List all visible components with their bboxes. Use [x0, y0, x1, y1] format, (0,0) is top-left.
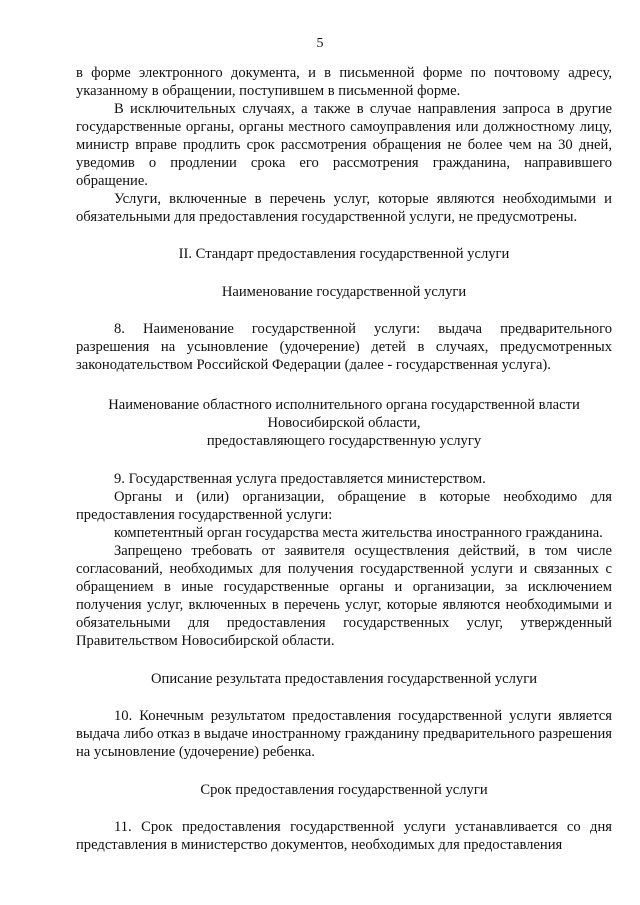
- paragraph-9-prohibition: Запрещено требовать от заявителя осуществления действий, в том числе согласований, необходимых для получения государственной услуги и связанных с обращением в иные государственные органы и организации, за исключением получения услуг, включенных в перечень услуг, которые являются необходимыми и обязательными для предоставления государственных услуг, утвержденный Правительством Новосибирской области.: [76, 543, 612, 649]
- paragraph-9-competent-organ: компетентный орган государства места жительства иностранного гражданина.: [114, 525, 603, 541]
- subheading-service-name: Наименование государственной услуги: [221, 284, 467, 300]
- subheading-organ-line-2: Новосибирской области,: [267, 415, 421, 431]
- subheading-organ: [76, 396, 612, 450]
- paragraph-8: 8. Наименование государственной услуги: выдача предварительного разрешения на усыновление (удочерение) детей в случаях, предусмотренных законодательством Российской Федерации (далее - государственная услуга).: [76, 321, 612, 373]
- paragraph-continuation: в форме электронного документа, и в письменной форме по почтовому адресу, указанному в обращении, поступившем в письменной форме.: [76, 65, 612, 99]
- paragraph-9-organs: Органы и (или) организации, обращение в которые необходимо для предоставления государственной услуги:: [76, 489, 612, 523]
- subheading-organ-line-3: предоставляющего государственную услугу: [206, 433, 482, 449]
- section-heading: II. Стандарт предоставления государственной услуги: [178, 246, 510, 262]
- document-body: [76, 64, 612, 854]
- page-number: 5: [316, 36, 324, 51]
- subheading-term: Срок предоставления государственной услуги: [200, 782, 488, 798]
- paragraph-extension-term: В исключительных случаях, а также в случае направления запроса в другие государственные органы, органы местного самоуправления или должностному лицу, министр вправе продлить срок рассмотрения обращения не более чем на 30 дней, уведомив о продлении срока его рассмотрения гражданина, направившего обращение.: [76, 101, 612, 189]
- paragraph-required-services: Услуги, включенные в перечень услуг, которые являются необходимыми и обязательными для предоставления государственной услуги, не предусмотрены.: [76, 191, 612, 225]
- paragraph-11: 11. Срок предоставления государственной услуги устанавливается со дня представления в министерство документов, необходимых для предоставления: [76, 819, 612, 853]
- paragraph-10: 10. Конечным результатом предоставления государственной услуги является выдача либо отказ в выдаче иностранному гражданину предварительного разрешения на усыновление (удочерение) ребенка.: [76, 708, 612, 760]
- subheading-organ-line-1: Наименование областного исполнительного органа государственной власти: [108, 397, 580, 413]
- subheading-result: Описание результата предоставления государственной услуги: [150, 671, 538, 687]
- paragraph-9: 9. Государственная услуга предоставляется министерством.: [114, 471, 486, 487]
